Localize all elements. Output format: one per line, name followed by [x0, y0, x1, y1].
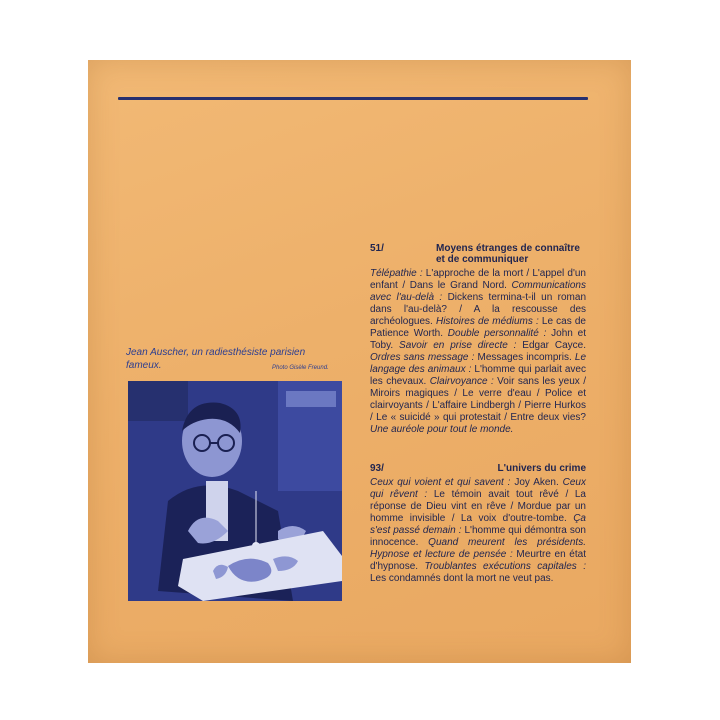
- section-body: [370, 268, 586, 436]
- topic-text: Voir sans les yeux / Miroirs magiques / Le verre d'eau / Police et clairvoyants / L'affaire Lindbergh / Pierre Hurkos / Le « suicidé » qui protestait / Entre deux vies?: [370, 376, 586, 423]
- topic-text: L'approche de la mort / L'appel d'un enfant / Dans le Grand Nord.: [370, 268, 586, 291]
- section-body: [370, 477, 586, 585]
- topic-italic: Une auréole pour tout le monde.: [370, 424, 514, 435]
- book-page: [88, 60, 631, 663]
- topic-italic: Double personnalité :: [447, 328, 547, 339]
- topic-text: Dickens termina-t-il un roman dans l'au-delà? / A la rescousse des archéologues.: [370, 292, 587, 327]
- section-51: [370, 243, 586, 436]
- topic-italic: Ceux qui voient et qui savent :: [370, 477, 511, 488]
- section-93: [370, 463, 586, 585]
- topic-text: Meurtre en état d'hypnose.: [370, 549, 586, 572]
- topic-italic: Télépathie :: [370, 268, 423, 279]
- topic-italic: Ceux qui rêvent :: [370, 477, 586, 500]
- section-number: 93/: [370, 463, 384, 474]
- topic-text: Joy Aken.: [510, 477, 563, 488]
- section-title: L'univers du crime: [497, 463, 586, 474]
- topic-italic: Ordres sans message :: [370, 352, 475, 363]
- topic-text: John et Toby.: [370, 328, 586, 351]
- photo-credit: Photo Gisèle Freund.: [272, 365, 329, 371]
- section-header: [370, 243, 586, 265]
- topic-text: Edgar Cayce.: [516, 340, 586, 351]
- topic-text: L'homme qui démontra son innocence.: [370, 525, 586, 548]
- section-header: [370, 463, 586, 474]
- topic-text: Messages incompris.: [474, 352, 575, 363]
- section-number: 51/: [370, 243, 384, 254]
- photo-caption: Jean Auscher, un radiesthésiste parisien fameux.: [126, 347, 306, 371]
- topic-text: Les condamnés dont la mort ne veut pas.: [370, 573, 554, 584]
- topic-italic: Histoires de médiums :: [435, 316, 539, 327]
- topic-italic: Clairvoyance :: [429, 376, 494, 387]
- photo-radiesthesist: [128, 381, 342, 601]
- topic-italic: Communications avec l'au-delà :: [370, 280, 586, 303]
- top-rule: [118, 97, 588, 100]
- topic-text: L'homme qui parlait avec les chevaux.: [370, 364, 586, 387]
- topic-text: Le témoin avait tout rêvé / La réponse de Dieu vint en rêve / Mordue par un homme invisible / La voix d'outre-tombe.: [370, 489, 586, 524]
- topic-italic: Quand meurent les présidents. Hypnose et lecture de pensée :: [370, 537, 586, 560]
- topic-italic: Troublantes exécutions capitales :: [424, 561, 586, 572]
- topic-text: Le cas de Patience Worth.: [370, 316, 586, 339]
- topic-italic: Savoir en prise directe :: [399, 340, 517, 351]
- topic-italic: Ça s'est passé demain :: [370, 513, 586, 536]
- section-title: Moyens étranges de connaître et de communiquer: [436, 243, 580, 265]
- topic-italic: Le langage des animaux :: [370, 352, 587, 375]
